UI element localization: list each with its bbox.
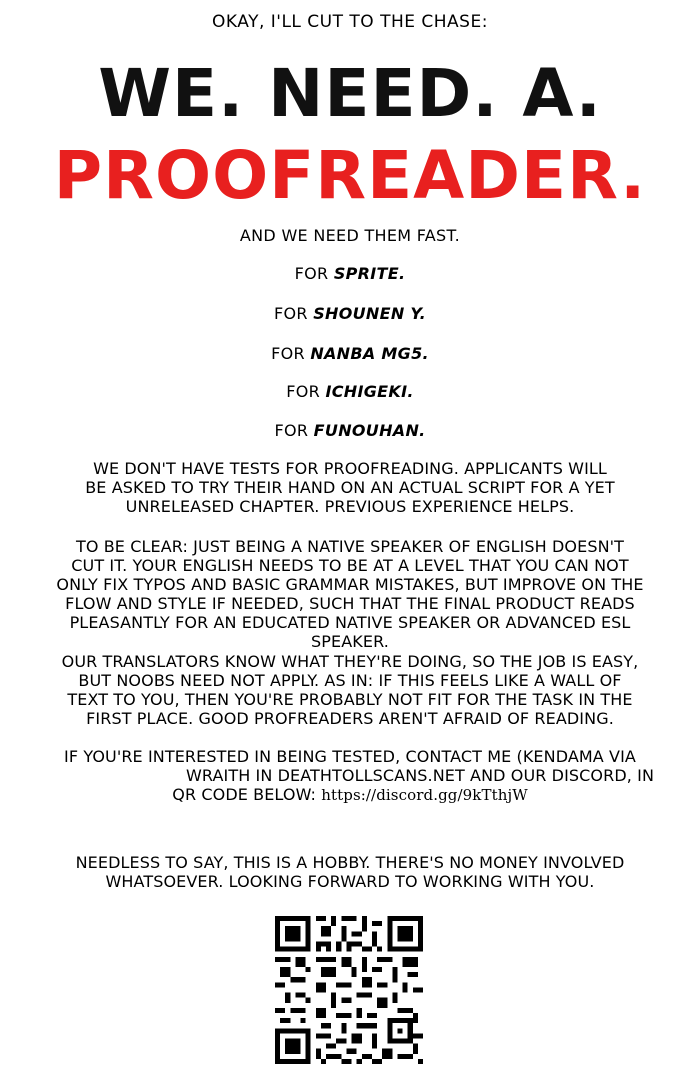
qr-prefix: QR CODE BELOW: [172,785,322,804]
paragraph-line: BUT NOOBS NEED NOT APPLY. AS IN: IF THIS FEELS LIKE A WALL OF [78,671,622,690]
for-prefix: FOR [273,304,314,323]
paragraph-line: SPEAKER. [311,632,389,651]
series-title: FUNOUHAN. [313,421,426,440]
requirements-paragraph [10,537,690,651]
for-prefix: FOR [286,382,326,401]
for-prefix: FOR [294,264,334,283]
paragraph-line: TO BE CLEAR: JUST BEING A NATIVE SPEAKER OF ENGLISH DOESN'T [75,537,625,556]
paragraph-line: OUR TRANSLATORS KNOW WHAT THEY'RE DOING, SO THE JOB IS EASY, [61,652,639,671]
series-title: SPRITE. [333,264,406,283]
discord-link[interactable]: https://discord.gg/9kTthjW [321,786,528,804]
paragraph-line: FLOW AND STYLE IF NEEDED, SUCH THAT THE FINAL PRODUCT READS [65,594,635,613]
for-line [0,304,700,323]
paragraph-line: TEXT TO YOU, THEN YOU'RE PROBABLY NOT FIT FOR THE TASK IN THE [67,690,633,709]
paragraph-line: PLEASANTLY FOR AN EDUCATED NATIVE SPEAKER OR ADVANCED ESL [69,613,631,632]
for-line [0,264,700,283]
for-prefix: FOR [274,421,314,440]
qr-code-icon[interactable] [275,916,423,1064]
for-line [0,344,700,363]
for-line [0,421,700,440]
for-line [0,382,700,401]
headline-line-2: PROOFREADER. [53,137,647,214]
series-title: SHOUNEN Y. [313,304,426,323]
series-title: ICHIGEKI. [325,382,414,401]
paragraph-line: WRAITH IN DEATHTOLLSCANS.NET AND OUR DISCORD, IN [185,766,655,785]
series-title: NANBA MG5. [310,344,429,363]
translators-paragraph [10,652,690,728]
paragraph-line: ONLY FIX TYPOS AND BASIC GRAMMAR MISTAKES, BUT IMPROVE ON THE [56,575,644,594]
paragraph-line: WE DON'T HAVE TESTS FOR PROOFREADING. APPLICANTS WILL [93,459,607,478]
need-fast-text: AND WE NEED THEM FAST. [239,226,461,245]
headline-line-1: WE. NEED. A. [98,55,602,132]
for-prefix: FOR [271,344,311,363]
testing-paragraph [10,459,690,516]
paragraph-line: CUT IT. YOUR ENGLISH NEEDS TO BE AT A LEVEL THAT YOU CAN NOT [71,556,629,575]
paragraph-line: BE ASKED TO TRY THEIR HAND ON AN ACTUAL SCRIPT FOR A YET [85,478,615,497]
paragraph-line: NEEDLESS TO SAY, THIS IS A HOBBY. THERE'S NO MONEY INVOLVED [75,853,625,872]
paragraph-line: UNRELEASED CHAPTER. PREVIOUS EXPERIENCE HELPS. [125,497,575,516]
paragraph-line: IF YOU'RE INTERESTED IN BEING TESTED, CONTACT ME (KENDAMA VIA [64,747,636,766]
intro-text: OKAY, I'LL CUT TO THE CHASE: [212,12,488,32]
closing-paragraph [10,853,690,891]
paragraph-line [10,785,690,805]
paragraph-line: FIRST PLACE. GOOD PROFREADERS AREN'T AFRAID OF READING. [86,709,614,728]
contact-paragraph [10,747,690,805]
paragraph-line: WHATSOEVER. LOOKING FORWARD TO WORKING WITH YOU. [105,872,595,891]
